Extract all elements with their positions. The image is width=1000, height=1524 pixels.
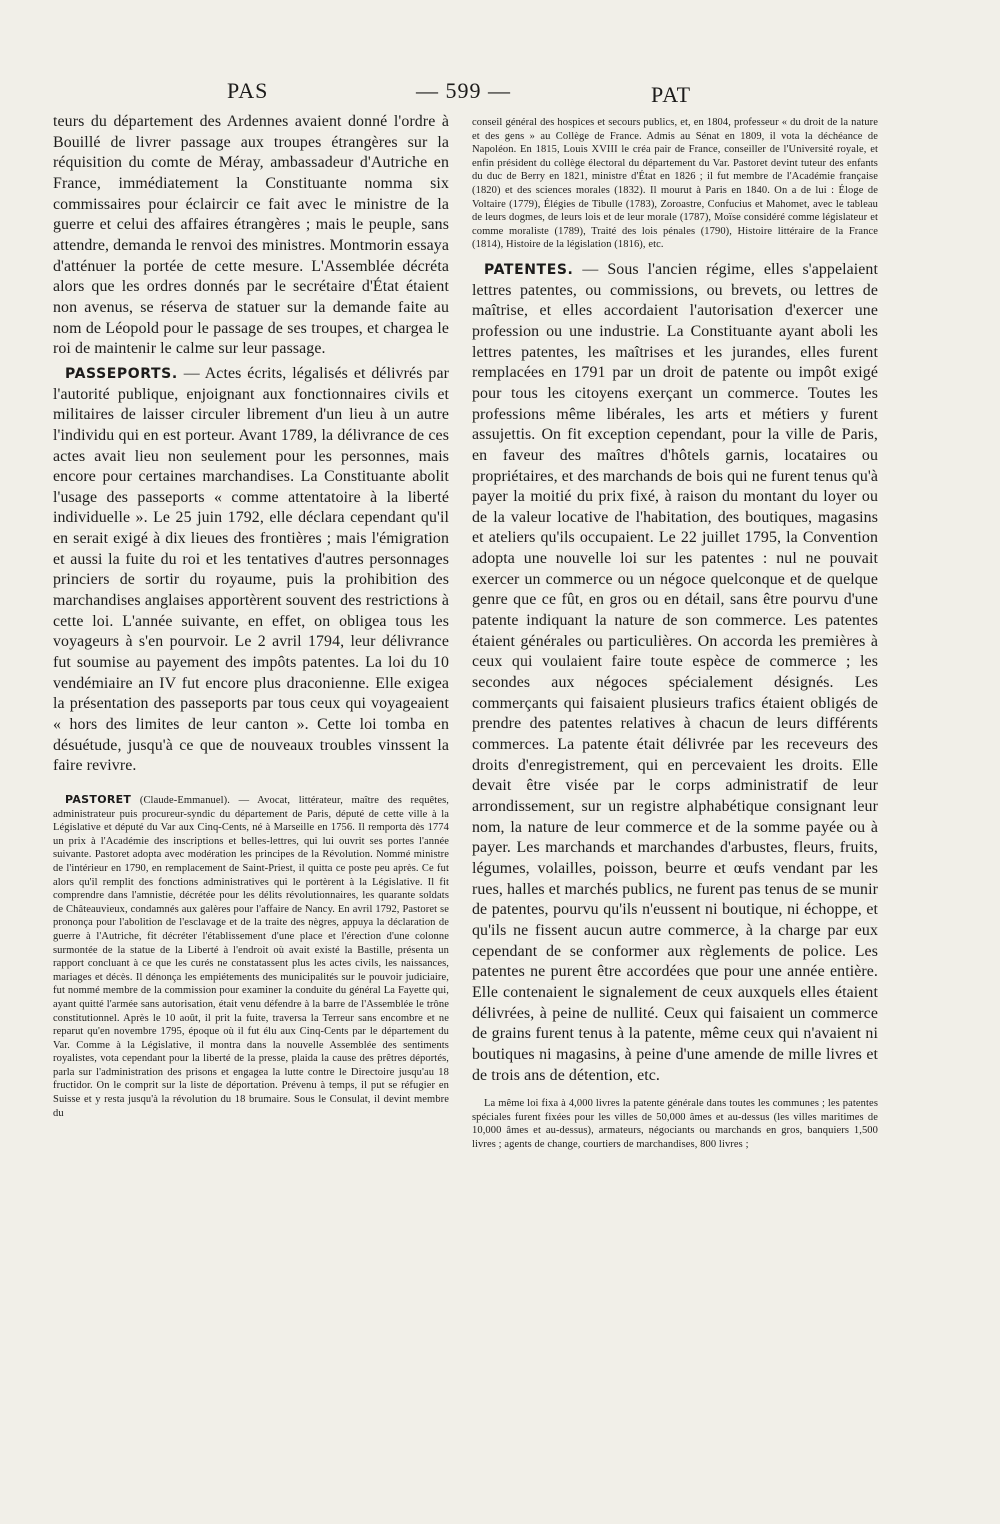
entry-body-patentes: — Sous l'ancien régime, elles s'appelaient lettres patentes, ou commissions, ou brevets, ou lettres de maîtrise, et elles accordaient l'autorisation d'exercer une profession ou une industrie. La Constituante ayant aboli les lettres patentes, les maîtrises et les jurandes, elles furent remplacées en 1791 par un droit de patente ou impôt exigé pour tous les citoyens exerçant un commerce. Toutes les professions même libérales, les arts et métiers y furent assujettis. On fit exception cependant, pour la ville de Paris, en faveur des maîtres d'hôtels garnis, locataires ou propriétaires, et des marchands de bois qui ne furent tenus qu'à payer la moitié du prix fixé, à raison du montant du loyer ou de la valeur locative de l'habitation, des boutiques, magasins et ateliers qu'ils occupaient. Le 22 juillet 1795, la Convention adopta une nouvelle loi sur les patentes : nul ne pouvait exercer un commerce ou un négoce quelconque et de quelque genre que ce fût, en gros ou en détail, sans être pourvu d'une patente indiquant la nature de son commerce. Les patentes étaient générales ou particulières. On accorda les premières à ceux qui voulaient faire toute espèce de commerce ; les secondes aux négoces spécialement désignés. Les commerçants qui faisaient plusieurs trafics étaient obligés de prendre des patentes relatives à chacun de leurs différents commerces. La patente était délivrée par les receveurs des droits d'enregistrement, qui en percevaient les droits. Elle devait être visée par le corps administratif de leur arrondissement, sur un registre alphabétique consignant leur nom, la nature de leur commerce et de la somme payée ou à payer. Les marchands et marchandes d'arbustes, fleurs, fruits, légumes, volailles, poisson, beurre et œufs vendant par les rues, halles et marchés publics, ne furent pas tenus de se munir de patentes, pourvu qu'ils n'eussent ni boutique, ni échoppe, et qu'ils ne fissent aucun autre commerce, à la charge par eux cependant de se conformer aux règlements de police. Les patentes ne purent être accordées que pour une année entière. Elle contenaient le signalement de ceux auxquels elles étaient délivrées, à peine de nullité. Ceux qui faisaient un commerce de grains furent tenus à la patente, même ceux qui n'avaient ni boutiques ni magasins, à peine d'une amende de mille livres et de trois ans de détention, etc. bbox=[472, 260, 878, 1084]
entry-heading-passeports: PASSEPORTS. bbox=[65, 365, 178, 382]
page-number: — 599 — bbox=[416, 78, 511, 103]
ardennes-continuation: teurs du département des Ardennes avaient donné l'ordre à Bouillé de livrer passage aux troupes étrangères sur la réquisition du comte de Méray, ambassadeur d'Autriche en France, immédiatement la Constituante nomma six commissaires pour éclaircir ce fait avec le ministre de la guerre et celui des affaires étrangères ; mais le peuple, sans attendre, demanda le renvoi des ministres. Montmorin essaya d'atténuer la portée de cette mesure. L'Assemblée décréta alors que les ordres donnés par le secrétaire d'État étaient non avenus, se réserva de statuer sur la demande faite au nom de Léopold pour le passage de ses troupes, et chargea le roi de maintenir le calme sur leur passage. bbox=[53, 113, 449, 358]
entry-body-passeports: — Actes écrits, légalisés et délivrés par l'autorité publique, enjoignant aux fonctionnaires civils et militaires de laisser circuler librement d'un lieu à un autre l'individu qui en est porteur. Avant 1789, la délivrance de ces actes avait lieu non seulement pour les personnes, mais encore pour certaines marchandises. La Constituante abolit l'usage des passeports « comme attentatoire à la liberté individuelle ». Le 25 juin 1792, elle déclara cependant qu'il en serait exigé à dix lieues des frontières ; mais l'émigration et aussi la fuite du roi et les tentatives d'autres personnages princiers de sortir du royaume, puis la prohibition des marchandises anglaises apportèrent souvent des restrictions à cette loi. L'année suivante, en effet, on obligea tous les voyageurs à s'en pourvoir. Le 2 avril 1794, leur délivrance fut soumise au payement des impôts patentes. La loi du 10 vendémiaire an IV fut encore plus draconienne. Elle exigea la présentation des passeports par tous ceux qui voyageaient « hors des limites de leur canton ». Cette loi tomba en désuétude, jusqu'à ce que de nouveaux troubles vinssent la faire revivre. bbox=[53, 364, 449, 775]
entry-heading-pastoret: PASTORET bbox=[65, 793, 132, 806]
left-column bbox=[53, 112, 449, 1120]
header-right-keyword: PAT bbox=[651, 82, 692, 107]
patentes-tariff-paragraph: La même loi fixa à 4,000 livres la patente générale dans toutes les communes ; les patentes spéciales furent fixées pour les villes de 50,000 âmes et au-dessus (les villes maritimes de 10,000 âmes et au-dessus), armateurs, négociants ou marchands en gros, banquiers 1,500 livres ; agents de change, courtiers de marchandises, 800 livres ; bbox=[472, 1098, 878, 1150]
entry-body-pastoret: (Claude-Emmanuel). — Avocat, littérateur, maître des requêtes, administrateur puis procureur-syndic du département de Paris, député de cette ville à la Législative et député du Var aux Cinq-Cents, né à Marseille en 1756. Il remporta dès 1774 un prix à l'Académie des inscriptions et belles-lettres, qui lui ouvrit ses portes l'année suivante. Pastoret adopta avec modération les principes de la Révolution. Nommé ministre de l'intérieur en 1790, en remplacement de Saint-Priest, il quitta ce poste peu après. Ce fut alors qu'il remplit des fonctions administratives qui le portèrent à la Législative. Il fit comprendre dans l'amnistie, décrétée pour les délits révolutionnaires, les quarante soldats de Châteauvieux, condamnés aux galères pour l'affaire de Nancy. En avril 1792, Pastoret se prononça pour l'abolition de l'esclavage et de la traite des nègres, appuya la déclaration de guerre à l'Autriche, fit décréter l'établissement d'une place et l'érection d'une colonne surmontée de la statue de la Liberté à l'endroit où avait existé la Bastille, présenta un rapport concluant à ce que les curés ne constatassent plus les actes civils, les naissances, mariages et décès. Il dénonça les empiétements des municipalités sur le pouvoir judiciaire, fut nommé membre de la commission pour examiner la conduite du général La Fayette qui, ayant quitté l'armée sans autorisation, était venu défendre à la barre de l'Assemblée le trône constitutionnel. Après le 10 août, il prit la fuite, traversa la Terreur sans encombre et ne reparut qu'en novembre 1795, époque où il fut élu aux Cinq-Cents par le département du Var. Comme à la Législative, il montra dans la nouvelle Assemblée des sentiments royalistes, vota cependant pour la liberté de la presse, plaida la cause des prêtres déportés, parla sur l'administration des prisons et engagea la lutte contre le Directoire jusqu'au 18 fructidor. On le comprit sur la liste de déportation. Prévenu à temps, il put se réfugier en Suisse et y resta jusqu'à la révolution du 18 brumaire. Sous le Consulat, il devint membre du bbox=[53, 795, 449, 1119]
header-left-keyword: PAS bbox=[227, 78, 269, 103]
running-header bbox=[0, 74, 1000, 107]
entry-patentes bbox=[472, 260, 878, 1086]
entry-pastoret bbox=[53, 793, 449, 1120]
right-column bbox=[472, 116, 878, 1152]
pastoret-continuation: conseil général des hospices et secours publics, et, en 1804, professeur « du droit de la nature et des gens » au Collège de France. Admis au Sénat en 1809, il vota la déchéance de Napoléon. En 1815, Louis XVIII le créa pair de France, conseiller de l'Université royale, et enfin président du collège électoral du département du Var. Pastoret devint tuteur des enfants du duc de Berry en 1821, ministre d'État en 1826 ; il fut membre de l'Académie française (1820) et des sciences morales (1832). Il mourut à Paris en 1840. On a de lui : Éloge de Voltaire (1779), Élégies de Tibulle (1783), Zoroastre, Confucius et Mahomet, avec le tableau de leurs dogmes, de leurs lois et de leur morale (1787), Moïse considéré comme législateur et comme moraliste (1789), Traité des lois pénales (1790), Histoire littéraire de la France (1814), Histoire de la législation (1816), etc. bbox=[472, 117, 878, 251]
entry-heading-patentes: PATENTES. bbox=[484, 261, 574, 278]
entry-passeports bbox=[53, 364, 449, 777]
